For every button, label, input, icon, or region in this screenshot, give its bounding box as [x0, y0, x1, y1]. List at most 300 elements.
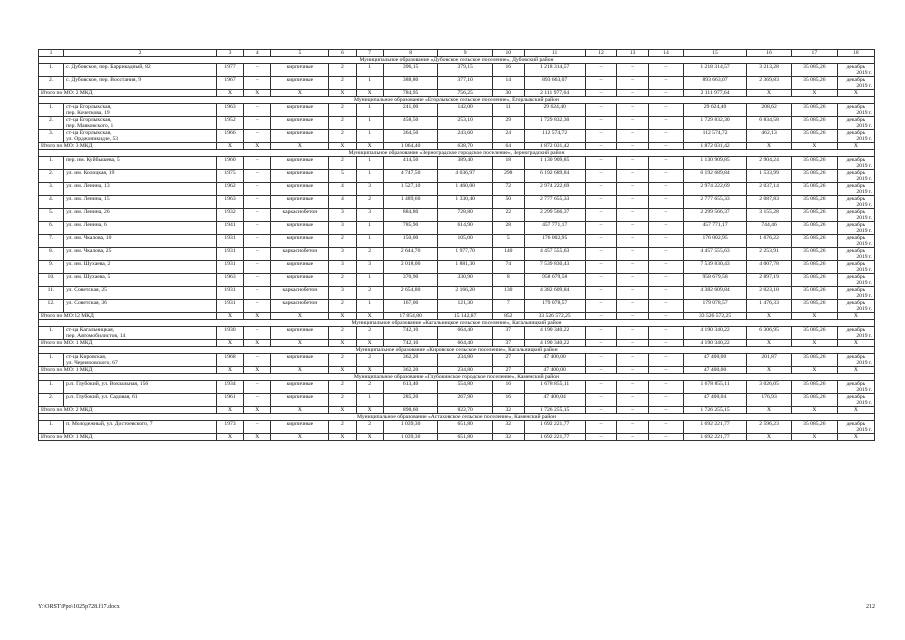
table-cell	[216, 222, 243, 235]
total-label: Итого по МО: 2 МКД	[39, 407, 217, 414]
table-cell	[329, 261, 356, 274]
table-cell	[329, 327, 356, 340]
cell-line: –	[599, 209, 603, 215]
table-cell	[356, 209, 383, 222]
table-cell	[524, 209, 585, 222]
total-row	[39, 90, 875, 97]
section-heading-row	[39, 347, 875, 354]
table-cell	[648, 287, 683, 300]
cell-line: 179 078,57	[542, 300, 568, 306]
table-cell	[747, 235, 792, 248]
table-cell	[39, 117, 64, 130]
cell-line: 1 729 832,30	[700, 117, 730, 123]
table-cell	[585, 104, 617, 117]
cell-line: 5	[341, 170, 344, 176]
total-cell: –	[648, 143, 683, 150]
total-cell: X	[791, 434, 837, 441]
table-row	[39, 354, 875, 367]
cell-line: 4 382 609,84	[539, 287, 570, 293]
table-cell	[271, 421, 329, 434]
total-cell: 756,25	[438, 90, 493, 97]
table-cell	[585, 117, 617, 130]
table-cell	[791, 196, 837, 209]
cell-line: пер. Автомобилистов, 14	[66, 333, 126, 339]
cell-line: 457 771,17	[702, 222, 728, 228]
table-cell	[356, 117, 383, 130]
cell-line: 72	[505, 183, 512, 189]
total-cell: X	[244, 434, 271, 441]
cell-line: 613,40	[402, 381, 419, 387]
address-cell	[64, 196, 217, 209]
total-label: Итого по МО: 1 МКД	[39, 367, 217, 374]
cell-line: 651,80	[457, 421, 473, 427]
cell-line: 1.	[48, 157, 54, 163]
total-cell: –	[617, 340, 649, 347]
address-cell	[64, 222, 217, 235]
cell-line: –	[631, 287, 635, 293]
table-cell	[837, 300, 874, 313]
table-cell	[837, 222, 874, 235]
total-row	[39, 407, 875, 414]
cell-line: 201,87	[761, 354, 777, 360]
table-cell	[492, 157, 524, 170]
total-cell: X	[329, 367, 356, 374]
cell-line: 2 018,00	[400, 261, 421, 267]
table-cell	[524, 248, 585, 261]
table-cell	[492, 261, 524, 274]
cell-line: 3	[341, 222, 344, 228]
table-cell	[356, 354, 383, 367]
table-cell	[383, 394, 438, 407]
total-cell: X	[837, 407, 874, 414]
address-cell	[64, 235, 217, 248]
table-cell	[492, 248, 524, 261]
cell-line: 1.	[48, 327, 54, 333]
table-cell	[329, 381, 356, 394]
cell-line: 2 777 655,33	[700, 196, 730, 202]
table-cell	[356, 196, 383, 209]
table-cell	[329, 222, 356, 235]
total-cell: 37	[492, 340, 524, 347]
cell-line: –	[664, 64, 668, 70]
table-cell	[244, 64, 271, 77]
table-cell	[383, 287, 438, 300]
cell-line: 243,60	[457, 130, 473, 136]
cell-line: 4.	[48, 196, 54, 202]
cell-line: 130	[504, 287, 513, 293]
table-cell	[524, 104, 585, 117]
cell-line: 35 085,26	[803, 235, 826, 241]
cell-line: –	[599, 274, 603, 280]
total-cell: X	[271, 367, 329, 374]
footer-file-path: Y:\ORST\Ppo\1025p728.f17.docx	[38, 604, 120, 610]
cell-line: 1966	[224, 130, 236, 136]
cell-line: –	[255, 327, 259, 333]
table-cell	[683, 248, 746, 261]
cell-line: каркаснобетон	[282, 300, 318, 306]
total-cell: X	[356, 434, 383, 441]
cell-line: –	[599, 287, 603, 293]
cell-line: ул. им. Шухаева, 2	[66, 261, 111, 267]
table-cell	[329, 196, 356, 209]
table-cell	[648, 327, 683, 340]
table-cell	[438, 274, 493, 287]
table-cell	[438, 248, 493, 261]
cell-line: 370,90	[402, 274, 419, 280]
municipality-heading: Муниципальное образование «Зерноградское городское поселение», Зерноградский район	[39, 150, 875, 157]
cell-line: 9.	[48, 261, 54, 267]
cell-line: пер. Кочеткова, 19	[66, 110, 110, 116]
total-cell: 651,80	[438, 434, 493, 441]
table-cell	[244, 235, 271, 248]
table-cell	[438, 209, 493, 222]
table-cell	[524, 300, 585, 313]
cell-line: 4 190 340,22	[700, 327, 730, 333]
total-cell: X	[271, 434, 329, 441]
cell-line: 958 679,58	[542, 274, 568, 280]
cell-line: 1 218 314,57	[539, 64, 570, 70]
cell-line: 1 676,22	[759, 235, 779, 241]
table-cell	[747, 130, 792, 143]
cell-line: ул. Советская, 36	[66, 300, 107, 306]
total-cell: X	[216, 313, 243, 320]
total-cell: 2 111 977,64	[683, 90, 746, 97]
table-cell	[329, 354, 356, 367]
cell-line: декабрь	[846, 170, 866, 176]
table-cell	[39, 381, 64, 394]
table-row	[39, 394, 875, 407]
total-cell: –	[617, 367, 649, 374]
table-cell	[438, 421, 493, 434]
table-cell	[492, 300, 524, 313]
cell-line: 379,15	[457, 64, 473, 70]
total-cell: X	[791, 90, 837, 97]
table-cell	[683, 77, 746, 90]
cell-line: 389,40	[457, 157, 473, 163]
cell-line: 1	[368, 117, 372, 123]
cell-line: –	[255, 196, 259, 202]
cell-line: 330,90	[457, 274, 473, 280]
table-cell	[648, 394, 683, 407]
column-number-cell: 1	[39, 50, 64, 57]
column-number-row	[39, 50, 875, 57]
table-cell	[617, 64, 649, 77]
cell-line: 2 904,24	[759, 157, 779, 163]
cell-line: декабрь	[846, 64, 866, 70]
cell-line: –	[664, 261, 668, 267]
cell-line: 4	[341, 183, 344, 189]
table-cell	[329, 117, 356, 130]
table-cell	[747, 170, 792, 183]
table-cell	[683, 394, 746, 407]
address-cell	[64, 327, 217, 340]
table-cell	[492, 287, 524, 300]
table-cell	[492, 130, 524, 143]
cell-line: п. Молодежный, ул. Достоевского, 7	[66, 421, 153, 427]
total-cell: 638,70	[438, 143, 493, 150]
total-cell: –	[585, 407, 617, 414]
cell-line: декабрь	[846, 421, 866, 427]
cell-line: 1975	[224, 170, 236, 176]
cell-line: 3 026,05	[759, 381, 779, 387]
table-cell	[438, 170, 493, 183]
table-cell	[244, 354, 271, 367]
table-cell	[271, 117, 329, 130]
total-cell: X	[356, 340, 383, 347]
total-cell: 1 039,30	[383, 434, 438, 441]
table-cell	[356, 394, 383, 407]
table-cell	[438, 64, 493, 77]
cell-line: 1	[368, 130, 372, 136]
table-cell	[271, 64, 329, 77]
cell-line: 176 002,95	[542, 235, 568, 241]
total-cell: X	[747, 143, 792, 150]
table-cell	[747, 77, 792, 90]
table-cell	[585, 354, 617, 367]
cell-line: ст-ца Егорлыкская,	[66, 117, 112, 123]
table-cell	[524, 170, 585, 183]
table-cell	[617, 354, 649, 367]
table-cell	[648, 209, 683, 222]
table-cell	[837, 261, 874, 274]
total-cell: –	[648, 434, 683, 441]
table-cell	[791, 130, 837, 143]
table-cell	[383, 104, 438, 117]
table-cell	[585, 248, 617, 261]
total-cell: 30	[492, 90, 524, 97]
total-row	[39, 434, 875, 441]
table-cell	[492, 381, 524, 394]
table-cell	[683, 130, 746, 143]
table-cell	[683, 64, 746, 77]
cell-line: 35 085,26	[803, 300, 826, 306]
cell-line: 1 130 909,85	[539, 157, 570, 163]
cell-line: 1	[368, 104, 372, 110]
table-cell	[271, 235, 329, 248]
cell-line: декабрь	[846, 157, 866, 163]
cell-line: декабрь	[846, 274, 866, 280]
total-cell: –	[617, 90, 649, 97]
table-row	[39, 274, 875, 287]
cell-line: 7	[506, 300, 510, 306]
address-cell	[64, 261, 217, 274]
cell-line: ст-ца Кагальницкая,	[66, 327, 115, 333]
table-cell	[216, 209, 243, 222]
total-cell: 1 726 255,15	[524, 407, 585, 414]
address-cell	[64, 104, 217, 117]
table-cell	[356, 170, 383, 183]
cell-line: –	[631, 77, 635, 83]
cell-line: –	[255, 381, 259, 387]
cell-line: 37	[505, 327, 512, 333]
cell-line: –	[599, 196, 603, 202]
cell-line: декабрь	[846, 248, 866, 254]
cell-line: 3	[341, 209, 344, 215]
cell-line: декабрь	[846, 394, 866, 400]
cell-line: кирпичные	[286, 421, 314, 427]
cell-line: –	[255, 104, 259, 110]
table-cell	[585, 381, 617, 394]
table-cell	[585, 327, 617, 340]
total-cell: X	[329, 90, 356, 97]
table-cell	[837, 248, 874, 261]
total-cell: X	[271, 340, 329, 347]
cell-line: 664,40	[457, 327, 473, 333]
cell-line: –	[599, 381, 603, 387]
table-cell	[585, 235, 617, 248]
cell-line: 16	[505, 381, 512, 387]
cell-line: 3 213,28	[759, 64, 779, 70]
cell-line: кирпичные	[286, 381, 314, 387]
total-cell: 32	[492, 407, 524, 414]
cell-line: 35 085,26	[803, 196, 826, 202]
cell-line: 241,00	[402, 104, 419, 110]
column-number-cell: 3	[216, 50, 243, 57]
cell-line: –	[255, 235, 259, 241]
cell-line: каркаснобетон	[282, 209, 318, 215]
cell-line: декабрь	[846, 209, 866, 215]
table-cell	[837, 196, 874, 209]
table-cell	[617, 235, 649, 248]
cell-line: декабрь	[846, 130, 866, 136]
table-cell	[791, 394, 837, 407]
table-cell	[383, 248, 438, 261]
cell-line: 2019 г.	[856, 400, 872, 406]
table-cell	[648, 64, 683, 77]
section-heading-row	[39, 57, 875, 64]
cell-line: 728,80	[457, 209, 473, 215]
table-row	[39, 235, 875, 248]
cell-line: кирпичные	[286, 64, 314, 70]
cell-line: 35 085,26	[803, 261, 826, 267]
table-cell	[438, 354, 493, 367]
table-cell	[648, 421, 683, 434]
column-number-cell: 15	[683, 50, 746, 57]
table-cell	[747, 421, 792, 434]
cell-line: 29 624,40	[703, 104, 727, 110]
table-row	[39, 183, 875, 196]
cell-line: 2019 г.	[856, 241, 872, 247]
cell-line: 2	[341, 327, 344, 333]
address-cell	[64, 170, 217, 183]
table-cell	[683, 327, 746, 340]
cell-line: 1 533,99	[759, 170, 779, 176]
table-cell	[383, 209, 438, 222]
cell-line: кирпичные	[286, 183, 314, 189]
cell-line: 884,80	[402, 209, 419, 215]
cell-line: 4 382 609,84	[700, 287, 730, 293]
table-cell	[216, 327, 243, 340]
total-cell: X	[791, 407, 837, 414]
cell-line: 1931	[224, 235, 236, 241]
cell-line: пер. им. Куйбышева, 5	[66, 157, 120, 163]
cell-line: кирпичные	[286, 222, 314, 228]
cell-line: 29	[505, 117, 512, 123]
total-cell: X	[271, 407, 329, 414]
table-cell	[837, 235, 874, 248]
table-cell	[216, 381, 243, 394]
table-cell	[39, 287, 64, 300]
table-cell	[747, 300, 792, 313]
table-row	[39, 381, 875, 394]
cell-line: –	[664, 354, 668, 360]
cell-line: 1931	[224, 287, 236, 293]
table-cell	[39, 196, 64, 209]
cell-line: 29 624,40	[543, 104, 566, 110]
cell-line: 4 747,50	[400, 170, 421, 176]
cell-line: 35 085,26	[803, 222, 826, 228]
cell-line: –	[664, 77, 668, 83]
total-cell: X	[356, 367, 383, 374]
total-cell: 1 726 255,15	[683, 407, 746, 414]
address-cell	[64, 64, 217, 77]
table-cell	[329, 248, 356, 261]
table-cell	[356, 222, 383, 235]
table-row	[39, 327, 875, 340]
cell-line: 6 834,58	[759, 117, 779, 123]
table-cell	[837, 394, 874, 407]
table-cell	[524, 183, 585, 196]
table-cell	[383, 274, 438, 287]
table-cell	[747, 196, 792, 209]
cell-line: –	[664, 170, 668, 176]
table-cell	[585, 394, 617, 407]
cell-line: с. Дубовское, пер. Баррикадный, 82	[66, 64, 151, 70]
table-cell	[791, 261, 837, 274]
cell-line: 35 085,26	[803, 287, 826, 293]
total-label: Итого по МО: 2 МКД	[39, 90, 217, 97]
cell-line: –	[599, 170, 603, 176]
cell-line: 2	[341, 77, 344, 83]
table-cell	[216, 394, 243, 407]
cell-line: декабрь	[846, 222, 866, 228]
cell-line: 2.	[48, 394, 54, 400]
table-row	[39, 248, 875, 261]
cell-line: –	[664, 327, 668, 333]
table-cell	[216, 196, 243, 209]
table-cell	[244, 157, 271, 170]
cell-line: –	[631, 117, 635, 123]
total-cell: X	[747, 367, 792, 374]
table-cell	[617, 104, 649, 117]
cell-line: –	[255, 183, 259, 189]
table-cell	[244, 248, 271, 261]
cell-line: 35 085,26	[803, 209, 826, 215]
cell-line: 2	[368, 248, 372, 254]
cell-line: 2019 г.	[856, 70, 872, 76]
table-cell	[216, 300, 243, 313]
cell-line: кирпичные	[286, 327, 314, 333]
table-cell	[244, 196, 271, 209]
cell-line: 742,10	[402, 327, 419, 333]
total-label: Итого по МО: 1 МКД	[39, 340, 217, 347]
cell-line: 1.	[48, 381, 54, 387]
table-cell	[39, 183, 64, 196]
table-cell	[216, 183, 243, 196]
cell-line: 1	[368, 170, 372, 176]
table-cell	[837, 209, 874, 222]
cell-line: 4 190 340,22	[539, 327, 570, 333]
total-cell: 27	[492, 367, 524, 374]
cell-line: –	[631, 157, 635, 163]
total-cell: X	[747, 313, 792, 320]
table-cell	[683, 300, 746, 313]
total-cell: 4 190 340,22	[683, 340, 746, 347]
table-cell	[244, 381, 271, 394]
cell-line: ул. им. Ленина, 26	[66, 209, 110, 215]
total-label: Итого по МО:12 МКД	[39, 313, 217, 320]
table-cell	[383, 222, 438, 235]
